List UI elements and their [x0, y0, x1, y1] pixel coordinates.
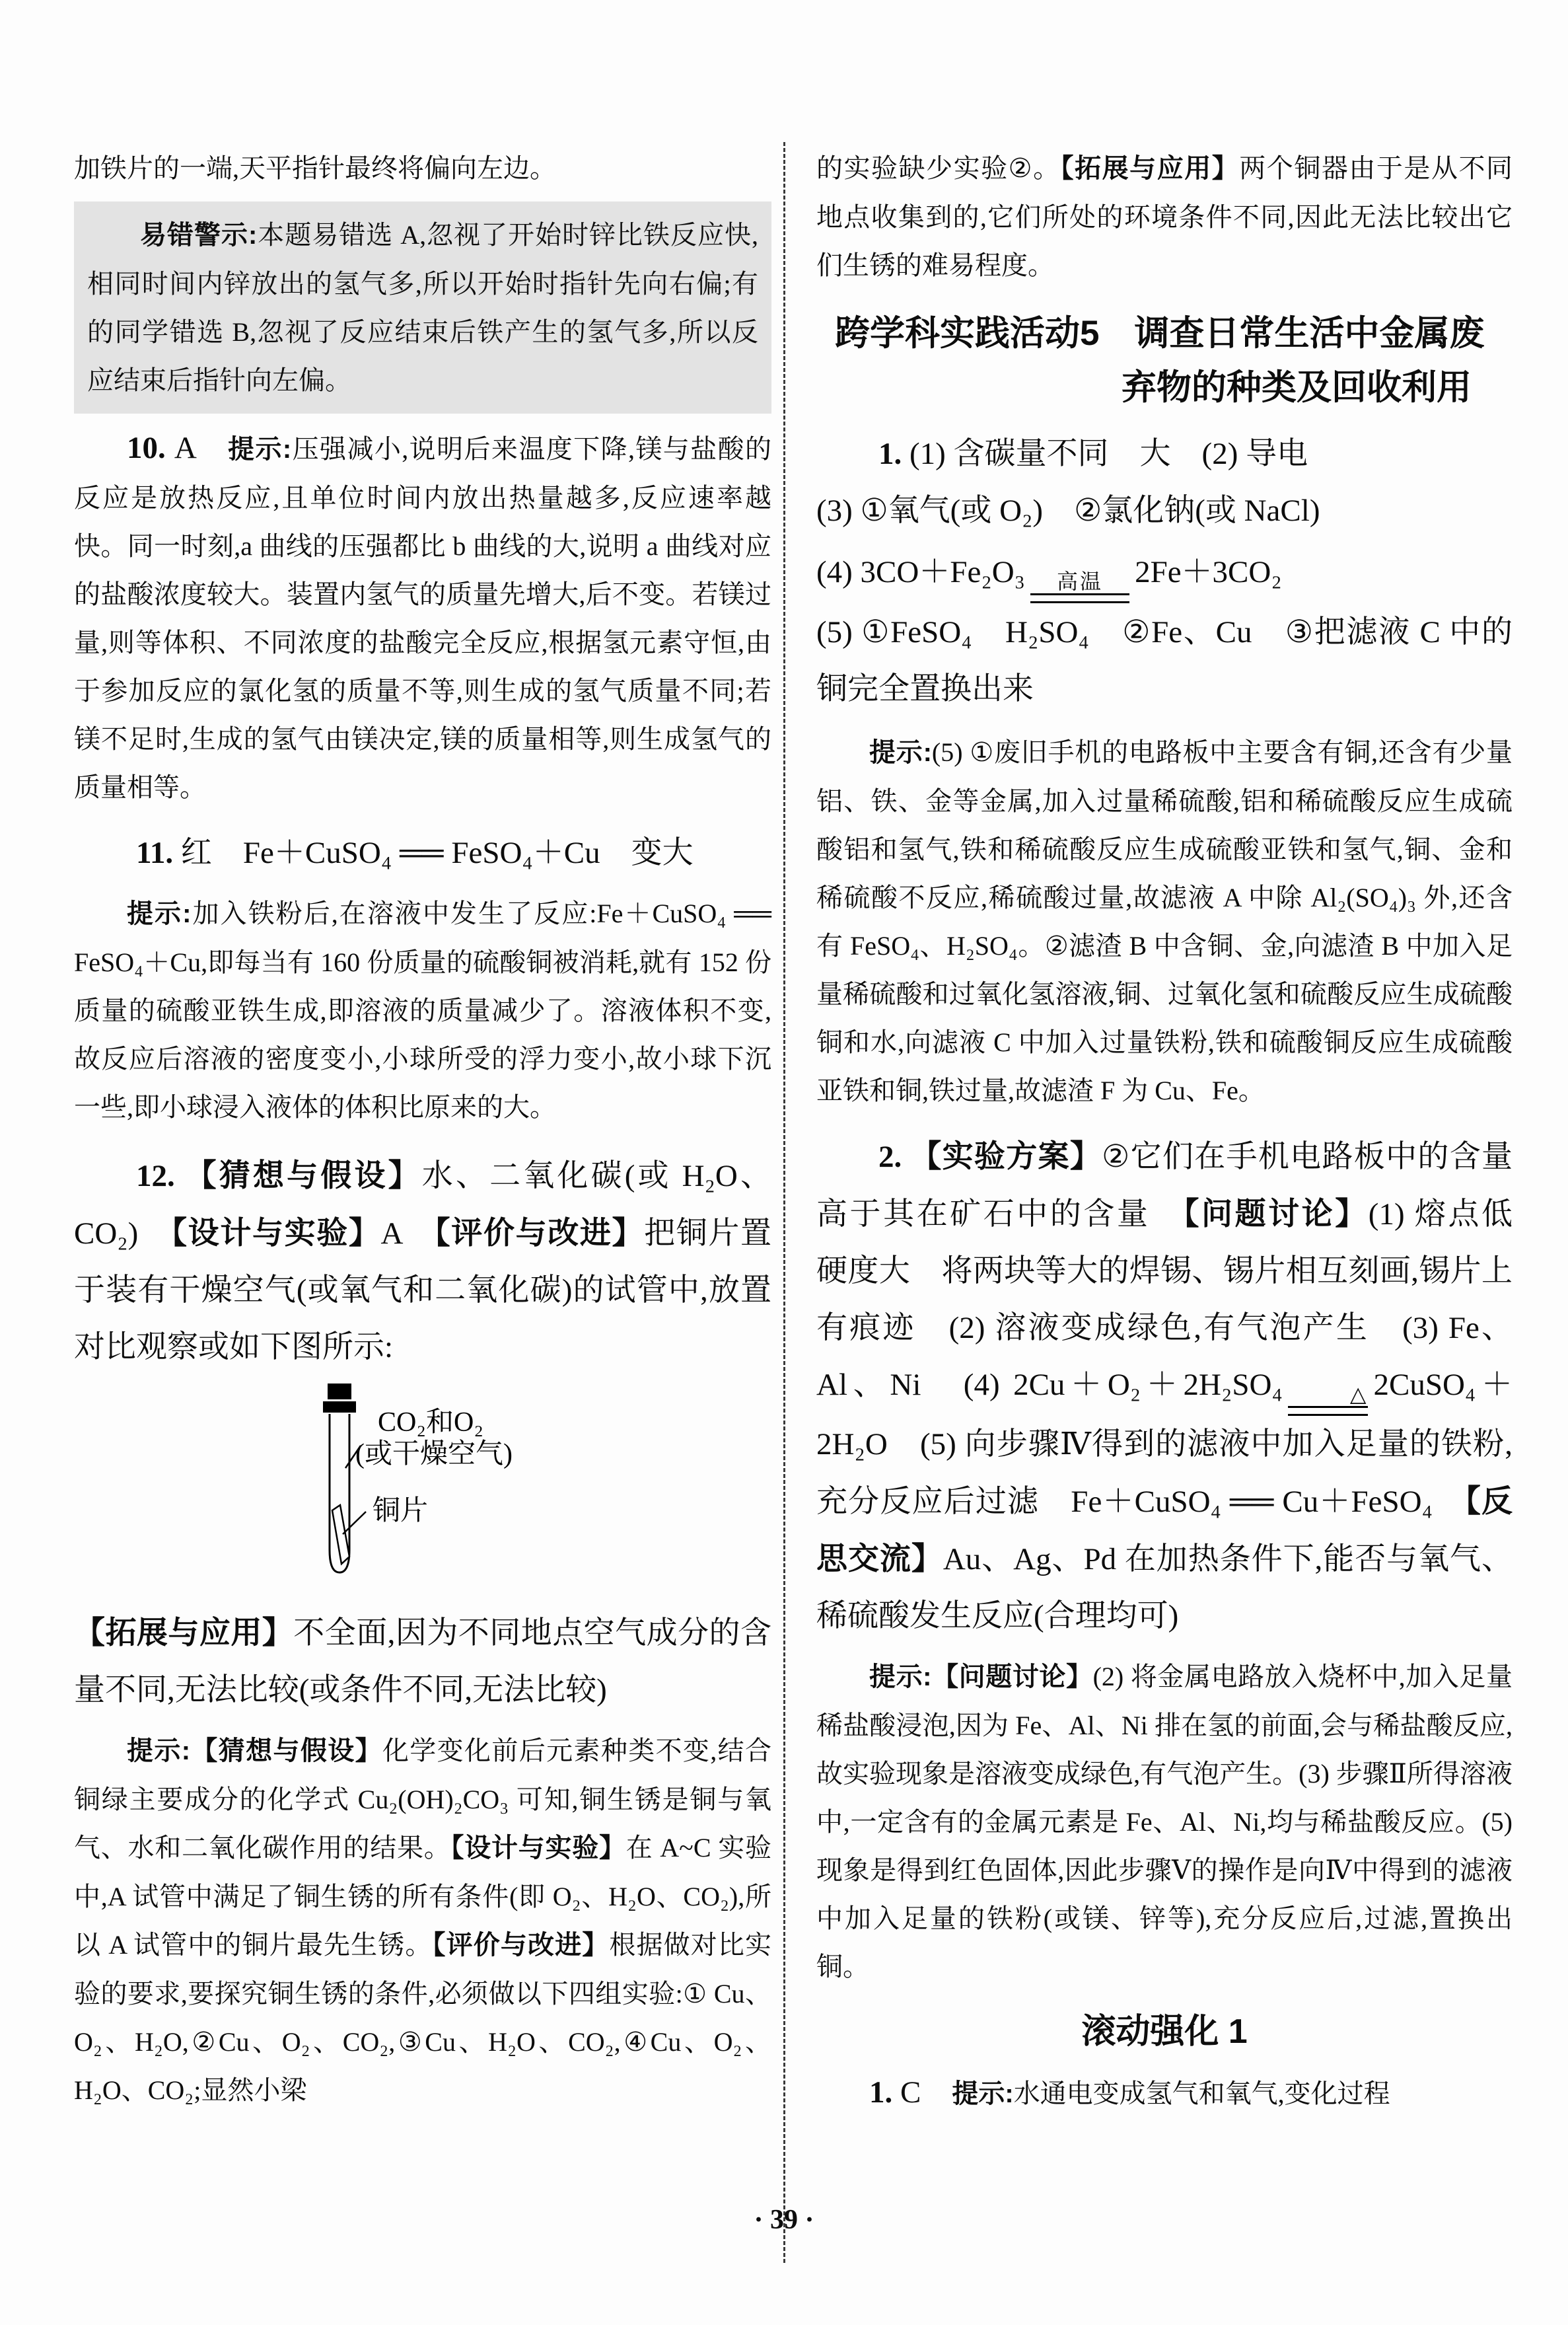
q12-guess-label: 【猜想与假设】: [185, 1158, 422, 1193]
q12-hint-evaluate-label: 【评价与改进】: [432, 1931, 610, 1960]
q12-guess-text: 水、二氧化碳(或 H₂O、CO₂): [74, 1159, 772, 1251]
test-tube-diagram: [312, 1380, 761, 1603]
item2-hint-text: (2) 将金属电路放入烧杯中,加入足量稀盐酸浸泡,因为 Fe、Al、Ni 排在氢的前面,会与稀盐酸反应,故实验现象是溶液变成绿色,有气泡产生。(3) 步骤Ⅱ所得溶液中,一定含有的金属元素是 Fe、Al、Ni,均与稀盐酸反应。(5) 现象是得到红色固体,因此步骤Ⅴ的操作是向Ⅳ中得到的滤液中加入足量的铁粉(或镁、锌等),充分反应后,过滤,置换出铜。: [816, 1662, 1513, 1981]
item2-reflect-text: Au、Ag、Pd 在加热条件下,能否与氧气、稀硫酸发生反应(合理均可): [816, 1542, 1513, 1633]
item1-equation-line: [816, 540, 1513, 604]
gas-label-line1: CO₂和O₂: [378, 1407, 483, 1438]
warning-label: 易错警示:: [140, 221, 258, 250]
q10-hint-text: 压强减小,说明后来温度下降,镁与盐酸的反应是放热反应,且单位时间内放出热量越多,反应速率越快。同一时刻,a 曲线的压强都比 b 曲线的大,说明 a 曲线对应的盐酸浓度较大。装置内氢气的质量先增大,后不变。若镁过量,则等体积、不同浓度的盐酸完全反应,根据氢元素守恒,由于参加反应的氯化氢的质量不等,则生成的氢气质量不同;若镁不足时,生成的氢气由镁决定,镁的质量相等,则生成氢气的质量相等。: [74, 434, 772, 802]
double-equals-icon: [1288, 1406, 1369, 1416]
q11-hint-text: 加入铁粉后,在溶液中发生了反应:Fe＋CuSO₄ ══ FeSO₄＋Cu,即每当有 160 份质量的硫酸铜被消耗,就有 152 份质量的硫酸亚铁生成,即溶液的质量减少了。溶液体积不变,故反应后溶液的密度变小,小球所受的浮力变小,故小球下沉一些,即小球浸入液体的体积比原来的大。: [74, 899, 771, 1122]
q11-answer-text: 红 Fe＋CuSO₄ ══ FeSO₄＋Cu 变大: [180, 836, 694, 870]
gas-label-line2: (或干燥空气): [355, 1439, 513, 1469]
stopper-top-icon: [328, 1384, 351, 1399]
delta-equals-with-condition: [1288, 1382, 1369, 1416]
q12-hint: [74, 1726, 771, 2114]
q12-answer: [74, 1147, 771, 1376]
rolling-reinforce-heading: 滚动强化 1: [1081, 2012, 1248, 2051]
q12-expand-answer: [74, 1604, 771, 1718]
q11-number: 11.: [136, 836, 181, 870]
column-divider: [783, 142, 785, 2263]
item2-number: 2.: [878, 1140, 911, 1174]
copper-strip-icon: [332, 1505, 349, 1564]
continuation-expand-label: 【拓展与应用】: [1060, 154, 1240, 183]
error-warning-box: [74, 202, 771, 414]
q12-hint-guess-text: 化学变化前后元素种类不变,结合铜绿主要成分的化学式 Cu₂(OH)₂CO₃ 可知,铜生锈是铜与氧气、水和二氧化碳作用的结果。: [74, 1736, 771, 1863]
q10-answer-letter: A: [174, 431, 229, 465]
q12-hint-label: 提示:: [127, 1736, 191, 1765]
stopper-gap: [323, 1399, 356, 1401]
item1-hint: [816, 728, 1513, 1115]
item2-discuss-text: (1) 熔点低 硬度大 将两块等大的焊锡、锡片相互刻画,锡片上有痕迹 (2) 溶液变成绿色,有气泡产生 (3) Fe、Al、Ni (4) 2Cu＋O₂＋2H₂SO₄: [816, 1197, 1544, 1402]
warning-text: 本题易错选 A,忽视了开始时锌比铁反应快,相同时间内锌放出的氢气多,所以开始时指针先向右偏;有的同学错选 B,忽视了反应结束后铁产生的氢气多,所以反应结束后指针向左偏。: [87, 220, 759, 395]
activity-item1-line1: [816, 425, 1513, 482]
rolling-item1: [816, 2069, 1513, 2118]
item2-plan-text: ②它们在手机电路板中的含量高于其在矿石中的含量: [816, 1140, 1513, 1232]
double-equals-with-condition: [1030, 570, 1129, 603]
equation-condition: 高温: [1057, 570, 1104, 593]
equation-rhs: 2Fe＋3CO₂: [1135, 555, 1282, 589]
item2-reflect-label: 【反思交流】: [816, 1483, 1513, 1576]
error-warning-paragraph: [87, 211, 758, 404]
continuation-text: 的实验缺少实验②。: [816, 153, 1061, 183]
q12-evaluate-text: 把铜片置于装有干燥空气(或氧气和二氧化碳)的试管中,放置对比观察或如下图所示:: [74, 1216, 772, 1364]
q12-expand-label: 【拓展与应用】: [74, 1615, 294, 1650]
q11-hint-label: 提示:: [127, 899, 192, 928]
item2-discuss-text2: 2CuSO₄＋2H₂O (5) 向步骤Ⅳ得到的滤液中加入足量的铁粉,充分反应后过滤 Fe＋CuSO₄ ══ Cu＋FeSO₄: [816, 1368, 1513, 1519]
left-column: [74, 144, 771, 2114]
item2-plan-label: 【实验方案】: [910, 1138, 1102, 1173]
item2-hint: [816, 1652, 1513, 1991]
page-number-footer: · 39 ·: [754, 2205, 814, 2235]
item2-hint-label: 提示:: [869, 1662, 932, 1691]
rolling-item1-hint-text: 水通电变成氢气和氧气,变化过程: [1013, 2079, 1390, 2108]
q12-expand-text: 不全面,因为不同地点空气成分的含量不同,无法比较(或条件不同,无法比较): [74, 1616, 772, 1707]
activity-heading-line2: 弃物的种类及回收利用: [1122, 368, 1472, 407]
q10-hint-label: 提示:: [228, 435, 292, 464]
double-equals-icon: [1030, 593, 1129, 603]
q11-hint: [74, 889, 771, 1131]
q11-answer: [74, 825, 771, 881]
rolling-item1-answer: C: [900, 2075, 952, 2110]
rolling-item1-number: 1.: [869, 2075, 900, 2110]
item1-answer-1-2: (1) 含碳量不同 大 (2) 导电: [909, 437, 1308, 471]
item2-hint-discuss-label: 【问题讨论】: [931, 1662, 1093, 1691]
activity-item2: [816, 1128, 1544, 1644]
item1-number: 1.: [878, 437, 909, 471]
q12-evaluate-label: 【评价与改进】: [435, 1215, 645, 1250]
q12-design-text: A: [380, 1216, 435, 1251]
copper-strip-label: 铜片: [373, 1496, 429, 1526]
q12-hint-design-text: 在 A~C 实验中,A 试管中满足了铜生锈的所有条件(即 O₂、H₂O、CO₂),所以 A 试管中的铜片最先生锈。: [74, 1833, 772, 1960]
continuation-expand-text: 两个铜器由于是从不同地点收集到的,它们所处的环境条件不同,因此无法比较出它们生锈的难易程度。: [816, 153, 1513, 280]
q12-hint-continuation: [816, 144, 1513, 289]
q12-hint-evaluate-text: 根据做对比实验的要求,要探究铜生锈的条件,必须做以下四组实验:① Cu、O₂、H₂O,②Cu、O₂、CO₂,③Cu、H₂O、CO₂,④Cu、O₂、H₂O、CO₂;显然小梁: [74, 1930, 772, 2105]
delta-condition: △: [1349, 1382, 1369, 1406]
stopper-collar-icon: [323, 1401, 356, 1413]
q12-hint-guess-label: 【猜想与假设】: [190, 1736, 382, 1765]
q10-answer: [74, 424, 771, 811]
activity-item1-line5: (5) ①FeSO₄ H₂SO₄ ②Fe、Cu ③把滤液 C 中的铜完全置换出来: [816, 615, 1513, 706]
item1-hint-label: 提示:: [869, 738, 932, 767]
q12-design-label: 【设计与实验】: [171, 1215, 381, 1250]
activity-item1-line2: (3) ①氧气(或 O₂) ②氯化钠(或 NaCl): [816, 494, 1320, 528]
q12-number: 12.: [136, 1159, 186, 1193]
right-column: [816, 144, 1544, 2118]
equation-lhs: (4) 3CO＋Fe₂O₃: [816, 555, 1026, 589]
test-tube-figure: [74, 1380, 771, 1603]
item2-discuss-label: 【问题讨论】: [1184, 1196, 1369, 1231]
rolling-item1-hint-label: 提示:: [952, 2079, 1014, 2108]
item1-hint-text: (5) ①废旧手机的电路板中主要含有铜,还含有少量铝、铁、金等金属,加入过量稀硫酸,铝和稀硫酸反应生成硫酸铝和氢气,铁和稀硫酸反应生成硫酸亚铁和氢气,铜、金和稀硫酸不反应,稀硫酸过量,故滤液 A 中除 Al₂(SO₄)₃ 外,还含有 FeSO₄、H₂SO₄。②滤渣 B 中含铜、金,向滤渣 B 中加入足量稀硫酸和过氧化氢溶液,铜、过氧化氢和硫酸反应生成硫酸铜和水,向滤液 C 中加入过量铁粉,铁和硫酸铜反应生成硫酸亚铁和铜,铁过量,故滤渣 F 为 Cu、Fe。: [816, 737, 1513, 1105]
activity-heading-line1: 跨学科实践活动5 调查日常生活中金属废: [835, 314, 1485, 353]
q12-hint-design-label: 【设计与实验】: [450, 1833, 626, 1863]
activity-heading: [816, 307, 1513, 415]
continuation-line: 加铁片的一端,天平指针最终将偏向左边。: [74, 153, 556, 183]
strip-leader-line: [343, 1512, 366, 1534]
q10-number: 10.: [127, 431, 174, 465]
